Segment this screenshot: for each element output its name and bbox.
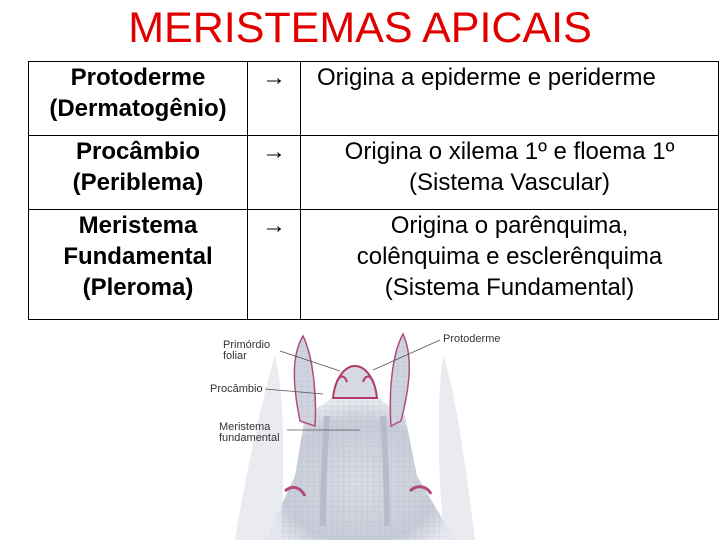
meristem-description: Origina o parênquima, colênquima e esclerênquima (Sistema Fundamental) xyxy=(301,210,719,320)
table-row xyxy=(29,62,719,136)
meristem-description: Origina o xilema 1º e floema 1º (Sistema Vascular) xyxy=(301,136,719,210)
meristem-description: Origina a epiderme e periderme xyxy=(301,62,719,136)
arrow-cell xyxy=(248,210,301,320)
label-procambio: Procâmbio xyxy=(210,383,263,395)
arrow-cell xyxy=(248,136,301,210)
table-row xyxy=(29,210,719,320)
table-row xyxy=(29,136,719,210)
arrow-cell xyxy=(248,62,301,136)
page-title: MERISTEMAS APICAIS xyxy=(128,4,592,52)
shoot-apex-micrograph xyxy=(205,326,517,540)
arrow-right-icon: → xyxy=(262,64,286,91)
meristem-name: Meristema Fundamental (Pleroma) xyxy=(29,210,248,320)
meristem-name: Protoderme (Dermatogênio) xyxy=(29,62,248,136)
meristem-name: Procâmbio (Periblema) xyxy=(29,136,248,210)
label-meristema: Meristema fundamental xyxy=(219,421,280,444)
label-protoderme: Protoderme xyxy=(443,333,501,345)
arrow-right-icon: → xyxy=(262,138,286,165)
label-primordio: Primórdio foliar xyxy=(223,339,271,362)
meristem-table xyxy=(28,61,719,320)
arrow-right-icon: → xyxy=(262,212,286,239)
